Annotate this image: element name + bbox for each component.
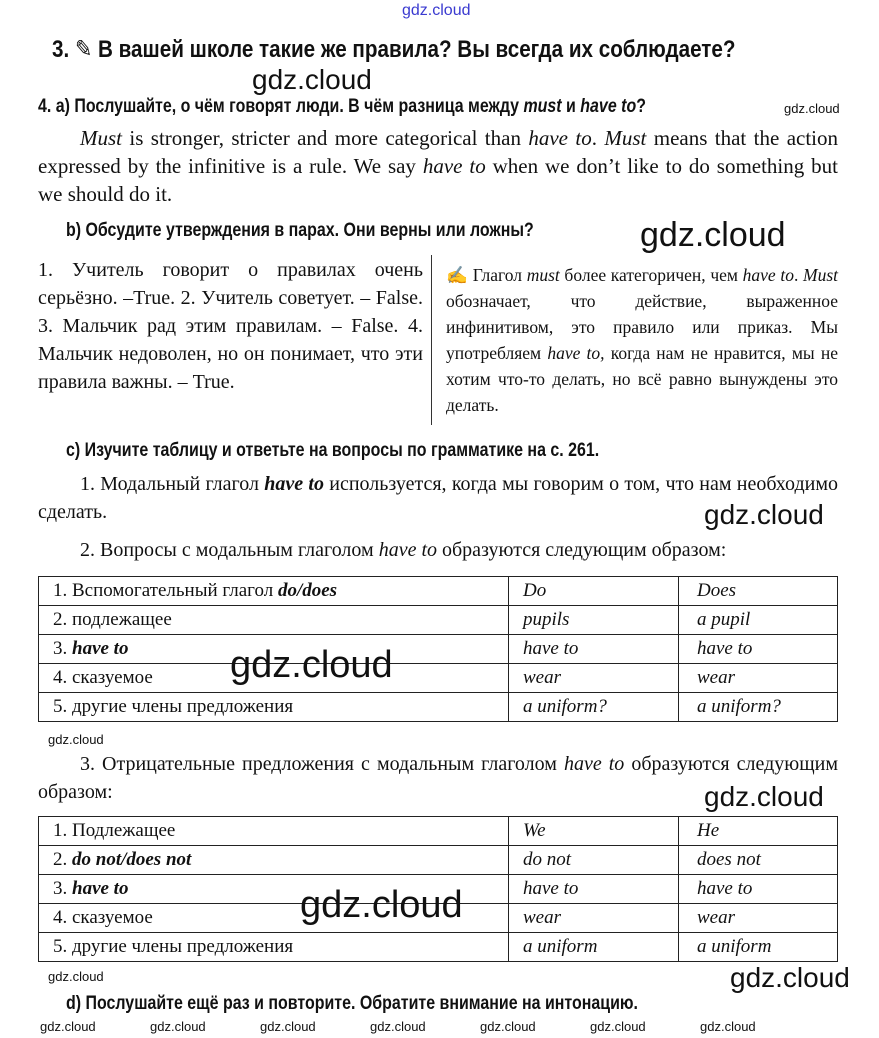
grammar-point-2 xyxy=(38,536,838,564)
watermark: gdz.cloud xyxy=(48,969,104,984)
heading-q: ? xyxy=(636,96,646,117)
cell-text: 3. xyxy=(53,878,72,899)
watermark: gdz.cloud xyxy=(40,1019,96,1034)
heading-have-to: have to xyxy=(580,96,637,117)
t: Must xyxy=(604,126,647,150)
cell-element xyxy=(39,693,509,722)
cell-element xyxy=(39,577,509,606)
cell-text: 3. xyxy=(53,638,72,659)
exercise-4b-note xyxy=(446,262,838,418)
watermark: gdz.cloud xyxy=(370,1019,426,1034)
cell-col1: have to xyxy=(509,635,679,664)
watermark: gdz.cloud xyxy=(480,1019,536,1034)
t: . xyxy=(793,265,803,285)
cell-text: 1. Подлежащее xyxy=(53,820,176,841)
cell-col1: pupils xyxy=(509,606,679,635)
watermark: gdz.cloud xyxy=(704,781,824,812)
t: более категоричен, чем xyxy=(559,265,743,285)
watermark: gdz.cloud xyxy=(784,101,840,116)
cell-col1: wear xyxy=(509,664,679,693)
table-row xyxy=(39,664,838,693)
watermark: gdz.cloud xyxy=(260,1019,316,1034)
cell-col2: a uniform? xyxy=(679,693,838,722)
table-row xyxy=(39,635,838,664)
t: is stronger, stricter and more categorical than xyxy=(122,126,529,150)
watermark: gdz.cloud xyxy=(150,1019,206,1034)
t: используется, когда мы говорим о том, что нам необходимо сделать. xyxy=(38,473,839,523)
t: 2. Вопросы с модальным глаголом xyxy=(80,539,379,561)
exercise-3-heading xyxy=(52,36,735,64)
t: Must xyxy=(80,126,122,150)
t: обозначает, что действие, выраженное инфинитивом, это правило или приказ. Мы употребляем xyxy=(446,291,838,363)
t: 3. Отрицательные предложения с модальным глаголом xyxy=(80,753,564,775)
cell-element xyxy=(39,606,509,635)
cell-element xyxy=(39,817,509,846)
t: have to, xyxy=(547,343,605,363)
watermark: gdz.cloud xyxy=(640,216,786,254)
exercise-4a-paragraph xyxy=(38,124,838,208)
t: have to xyxy=(742,265,794,285)
t: образуются следующим образом: xyxy=(437,539,727,561)
exercise-4d-heading: d) Послушайте ещё раз и повторите. Обратите внимание на интонацию. xyxy=(66,993,638,1014)
cell-col2: Does xyxy=(679,577,838,606)
cell-col1: have to xyxy=(509,875,679,904)
column-divider xyxy=(431,255,432,425)
cell-text: 1. Вспомогательный глагол xyxy=(53,580,278,601)
cell-emphasis: do/does xyxy=(277,580,338,601)
t: have to xyxy=(563,753,625,775)
t: 1. Модальный глагол xyxy=(80,473,265,495)
t: образуются следующим образом: xyxy=(38,753,838,803)
cell-text: 2. xyxy=(53,849,72,870)
t: have to xyxy=(264,473,324,495)
t: when we don’t like to do something but we should do it. xyxy=(38,154,839,206)
exercise-number: 3. xyxy=(52,36,70,63)
watermark: gdz.cloud xyxy=(590,1019,646,1034)
pencil-notepad-icon: ✎ xyxy=(74,36,93,63)
note-pen-icon: ✍ xyxy=(446,265,469,285)
cell-col2: a uniform xyxy=(679,933,838,962)
watermark: gdz.cloud xyxy=(48,732,104,747)
exercise-3-text: В вашей школе такие же правила? Вы всегда их соблюдаете? xyxy=(97,36,736,63)
t: Глагол xyxy=(468,265,527,285)
t: must xyxy=(526,265,560,285)
watermark: gdz.cloud xyxy=(300,884,463,926)
cell-text: 4. сказуемое xyxy=(53,907,153,928)
watermark: gdz.cloud xyxy=(700,1019,756,1034)
t: have to xyxy=(378,539,437,561)
cell-emphasis: have to xyxy=(72,638,129,659)
heading-must: must xyxy=(523,96,562,117)
watermark: gdz.cloud xyxy=(230,644,393,686)
watermark: gdz.cloud xyxy=(730,962,850,993)
t: . xyxy=(591,126,605,150)
heading-and: и xyxy=(561,96,581,117)
cell-emphasis: do not/does not xyxy=(72,849,192,870)
cell-col2: a pupil xyxy=(679,606,838,635)
cell-col2: have to xyxy=(679,635,838,664)
cell-text: 5. другие члены предложения xyxy=(53,696,294,717)
cell-col1: do not xyxy=(509,846,679,875)
exercise-4a-heading xyxy=(38,96,646,118)
table-row xyxy=(39,933,838,962)
t: means that the action expressed by the infinitive is a rule. We say xyxy=(38,126,839,178)
watermark: gdz.cloud xyxy=(402,2,471,19)
cell-element xyxy=(39,933,509,962)
t: have to xyxy=(528,126,592,150)
watermark: gdz.cloud xyxy=(252,64,372,95)
cell-col1: Do xyxy=(509,577,679,606)
table-row xyxy=(39,846,838,875)
table-row xyxy=(39,577,838,606)
exercise-4b-answers: 1. Учитель говорит о правилах очень серьёзно. –True. 2. Учитель советует. – False. 3. Мальчик рад этим правилам. – False. 4. Мальчик недоволен, но он понимает, что эти правила важны. – True. xyxy=(38,259,423,393)
cell-col1: wear xyxy=(509,904,679,933)
cell-text: 5. другие члены предложения xyxy=(53,936,294,957)
exercise-4c-heading: c) Изучите таблицу и ответьте на вопросы по грамматике на с. 261. xyxy=(66,440,600,461)
cell-col2: He xyxy=(679,817,838,846)
cell-col2: does not xyxy=(679,846,838,875)
cell-col2: wear xyxy=(679,904,838,933)
cell-col1: a uniform? xyxy=(509,693,679,722)
t: когда нам не нравится, мы не хотим что-то делать, но всё равно вынуждены это делать. xyxy=(446,343,838,415)
cell-col1: a uniform xyxy=(509,933,679,962)
cell-col2: have to xyxy=(679,875,838,904)
exercise-4b-heading: b) Обсудите утверждения в парах. Они верны или ложны? xyxy=(66,220,534,241)
heading-text: 4. a) Послушайте, о чём говорят люди. В чём разница между xyxy=(38,96,524,117)
table-row xyxy=(39,693,838,722)
questions-table xyxy=(38,576,838,722)
cell-emphasis: have to xyxy=(72,878,129,899)
cell-text: 4. сказуемое xyxy=(53,667,153,688)
watermark: gdz.cloud xyxy=(704,499,824,530)
table-row xyxy=(39,817,838,846)
cell-element xyxy=(39,846,509,875)
t: Must xyxy=(803,265,838,285)
t: have to xyxy=(422,154,486,178)
cell-col2: wear xyxy=(679,664,838,693)
cell-col1: We xyxy=(509,817,679,846)
cell-text: 2. подлежащее xyxy=(53,609,172,630)
table-row xyxy=(39,606,838,635)
